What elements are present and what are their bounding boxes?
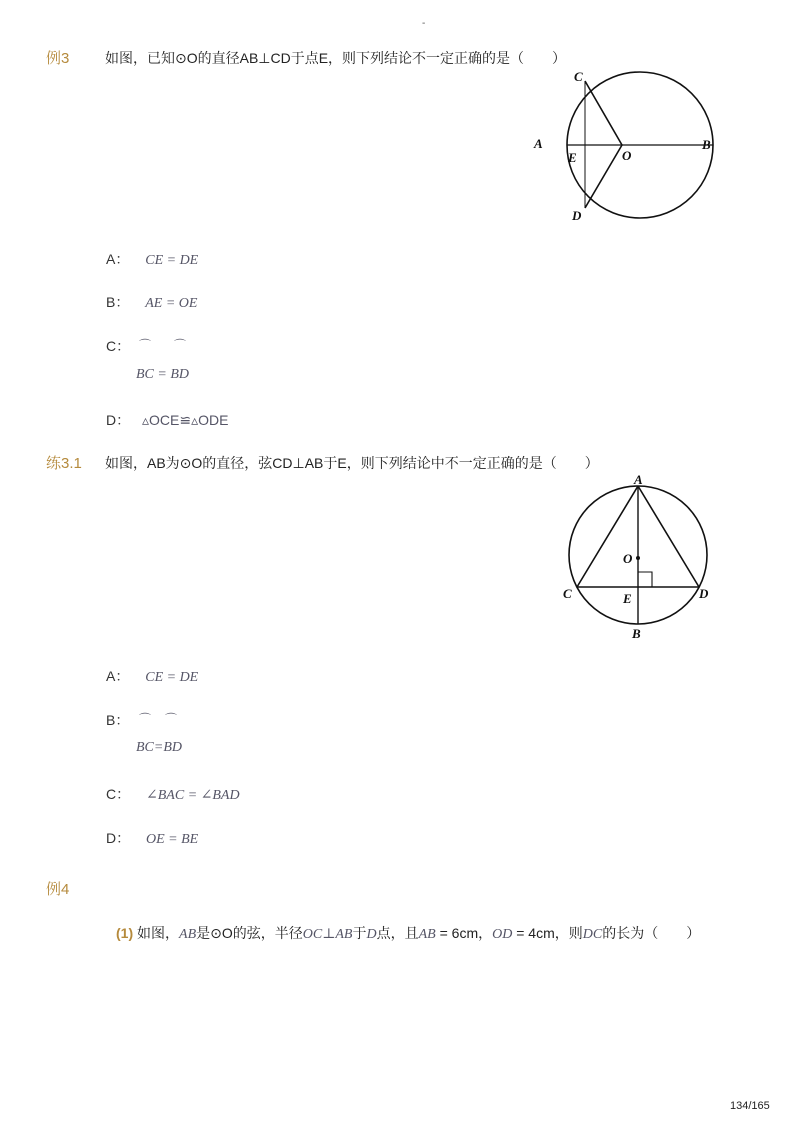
- point-o-label: O: [623, 551, 633, 566]
- q-math: OD: [492, 927, 513, 942]
- practice-3-1-question: 如图，AB为⊙O的直径，弦CD⊥AB于E，则下列结论中不一定正确的是（ ）: [105, 455, 599, 471]
- example-3-figure: [530, 68, 720, 228]
- option-key: B：: [106, 712, 130, 728]
- practice-3-1-figure: [555, 472, 725, 644]
- q-text: 的长为（ ）: [602, 925, 701, 941]
- option-key: B：: [106, 294, 130, 310]
- point-c-label: C: [563, 586, 572, 601]
- option-text: ∠BAC = ∠BAD: [146, 788, 240, 803]
- q-text: 点，且: [376, 925, 419, 941]
- option-key: A：: [106, 251, 130, 267]
- q-math: OC⊥AB: [302, 927, 353, 942]
- q-text: 于: [352, 925, 367, 941]
- option-key: D：: [106, 412, 131, 428]
- point-e-label: E: [623, 591, 632, 606]
- point-a-label: A: [634, 472, 643, 487]
- example-4-label: 例4: [46, 881, 70, 898]
- point-b-label: B: [702, 137, 711, 152]
- arc-mark-bc: ⌒: [139, 338, 152, 352]
- q-math: D: [366, 927, 377, 942]
- ex3-option-a[interactable]: [106, 249, 198, 269]
- arc-mark-bd: ⌒: [174, 338, 187, 352]
- option-text: CE = DE: [145, 253, 199, 268]
- ex3-option-d[interactable]: [106, 410, 228, 430]
- example-3-question: 如图，已知⊙O的直径AB⊥CD于点E，则下列结论不一定正确的是（ ）: [105, 50, 567, 66]
- pr31-option-d[interactable]: [106, 828, 198, 848]
- option-key: D：: [106, 830, 131, 846]
- point-d-label: D: [699, 586, 709, 601]
- point-o-label: O: [622, 148, 632, 163]
- point-c-label: C: [574, 69, 583, 84]
- right-angle-mark: [638, 572, 652, 587]
- option-key: C：: [106, 786, 131, 802]
- pr31-option-a[interactable]: [106, 666, 198, 686]
- q-math: AB: [418, 927, 436, 942]
- q-text: 是⊙O的弦，半径: [196, 925, 303, 941]
- ex3-option-b[interactable]: [106, 292, 197, 312]
- example-3-label: 例3: [46, 50, 70, 67]
- example-4-question-1: [116, 923, 700, 943]
- practice-3-1-label: 练3.1: [46, 455, 82, 472]
- point-d-label: D: [572, 208, 582, 223]
- point-b-label: B: [632, 626, 641, 641]
- point-e-label: E: [568, 150, 577, 165]
- sub-question-label: (1): [116, 925, 134, 941]
- q-math: DC: [582, 927, 603, 942]
- q-math: AB: [179, 927, 197, 942]
- option-text: OE = BE: [146, 832, 199, 847]
- segment-oc: [585, 81, 622, 145]
- segment-ac: [577, 486, 638, 587]
- option-text: AE = OE: [145, 296, 198, 311]
- top-mark: -: [422, 18, 426, 29]
- q-text: = 6cm，: [435, 925, 493, 941]
- option-key: C：: [106, 338, 131, 354]
- pr31-option-b[interactable]: [106, 710, 129, 730]
- segment-od: [585, 145, 622, 208]
- page-number: 134/165: [730, 1100, 770, 1112]
- ex3-option-c-text: BC = BD: [136, 367, 189, 382]
- q-text: 如图，: [137, 925, 180, 941]
- center-dot: [636, 556, 640, 560]
- option-text: ▵OCE≌▵ODE: [142, 412, 229, 428]
- ex3-option-c[interactable]: [106, 336, 130, 356]
- option-key: A：: [106, 668, 130, 684]
- arc-mark-bd: ⌒: [165, 712, 178, 726]
- pr31-option-c[interactable]: [106, 784, 240, 804]
- arc-mark-bc: ⌒: [139, 712, 152, 726]
- q-text: = 4cm，则: [512, 925, 583, 941]
- point-a-label: A: [534, 136, 543, 151]
- pr31-option-b-text: BC=BD: [136, 740, 182, 755]
- option-text: CE = DE: [145, 670, 199, 685]
